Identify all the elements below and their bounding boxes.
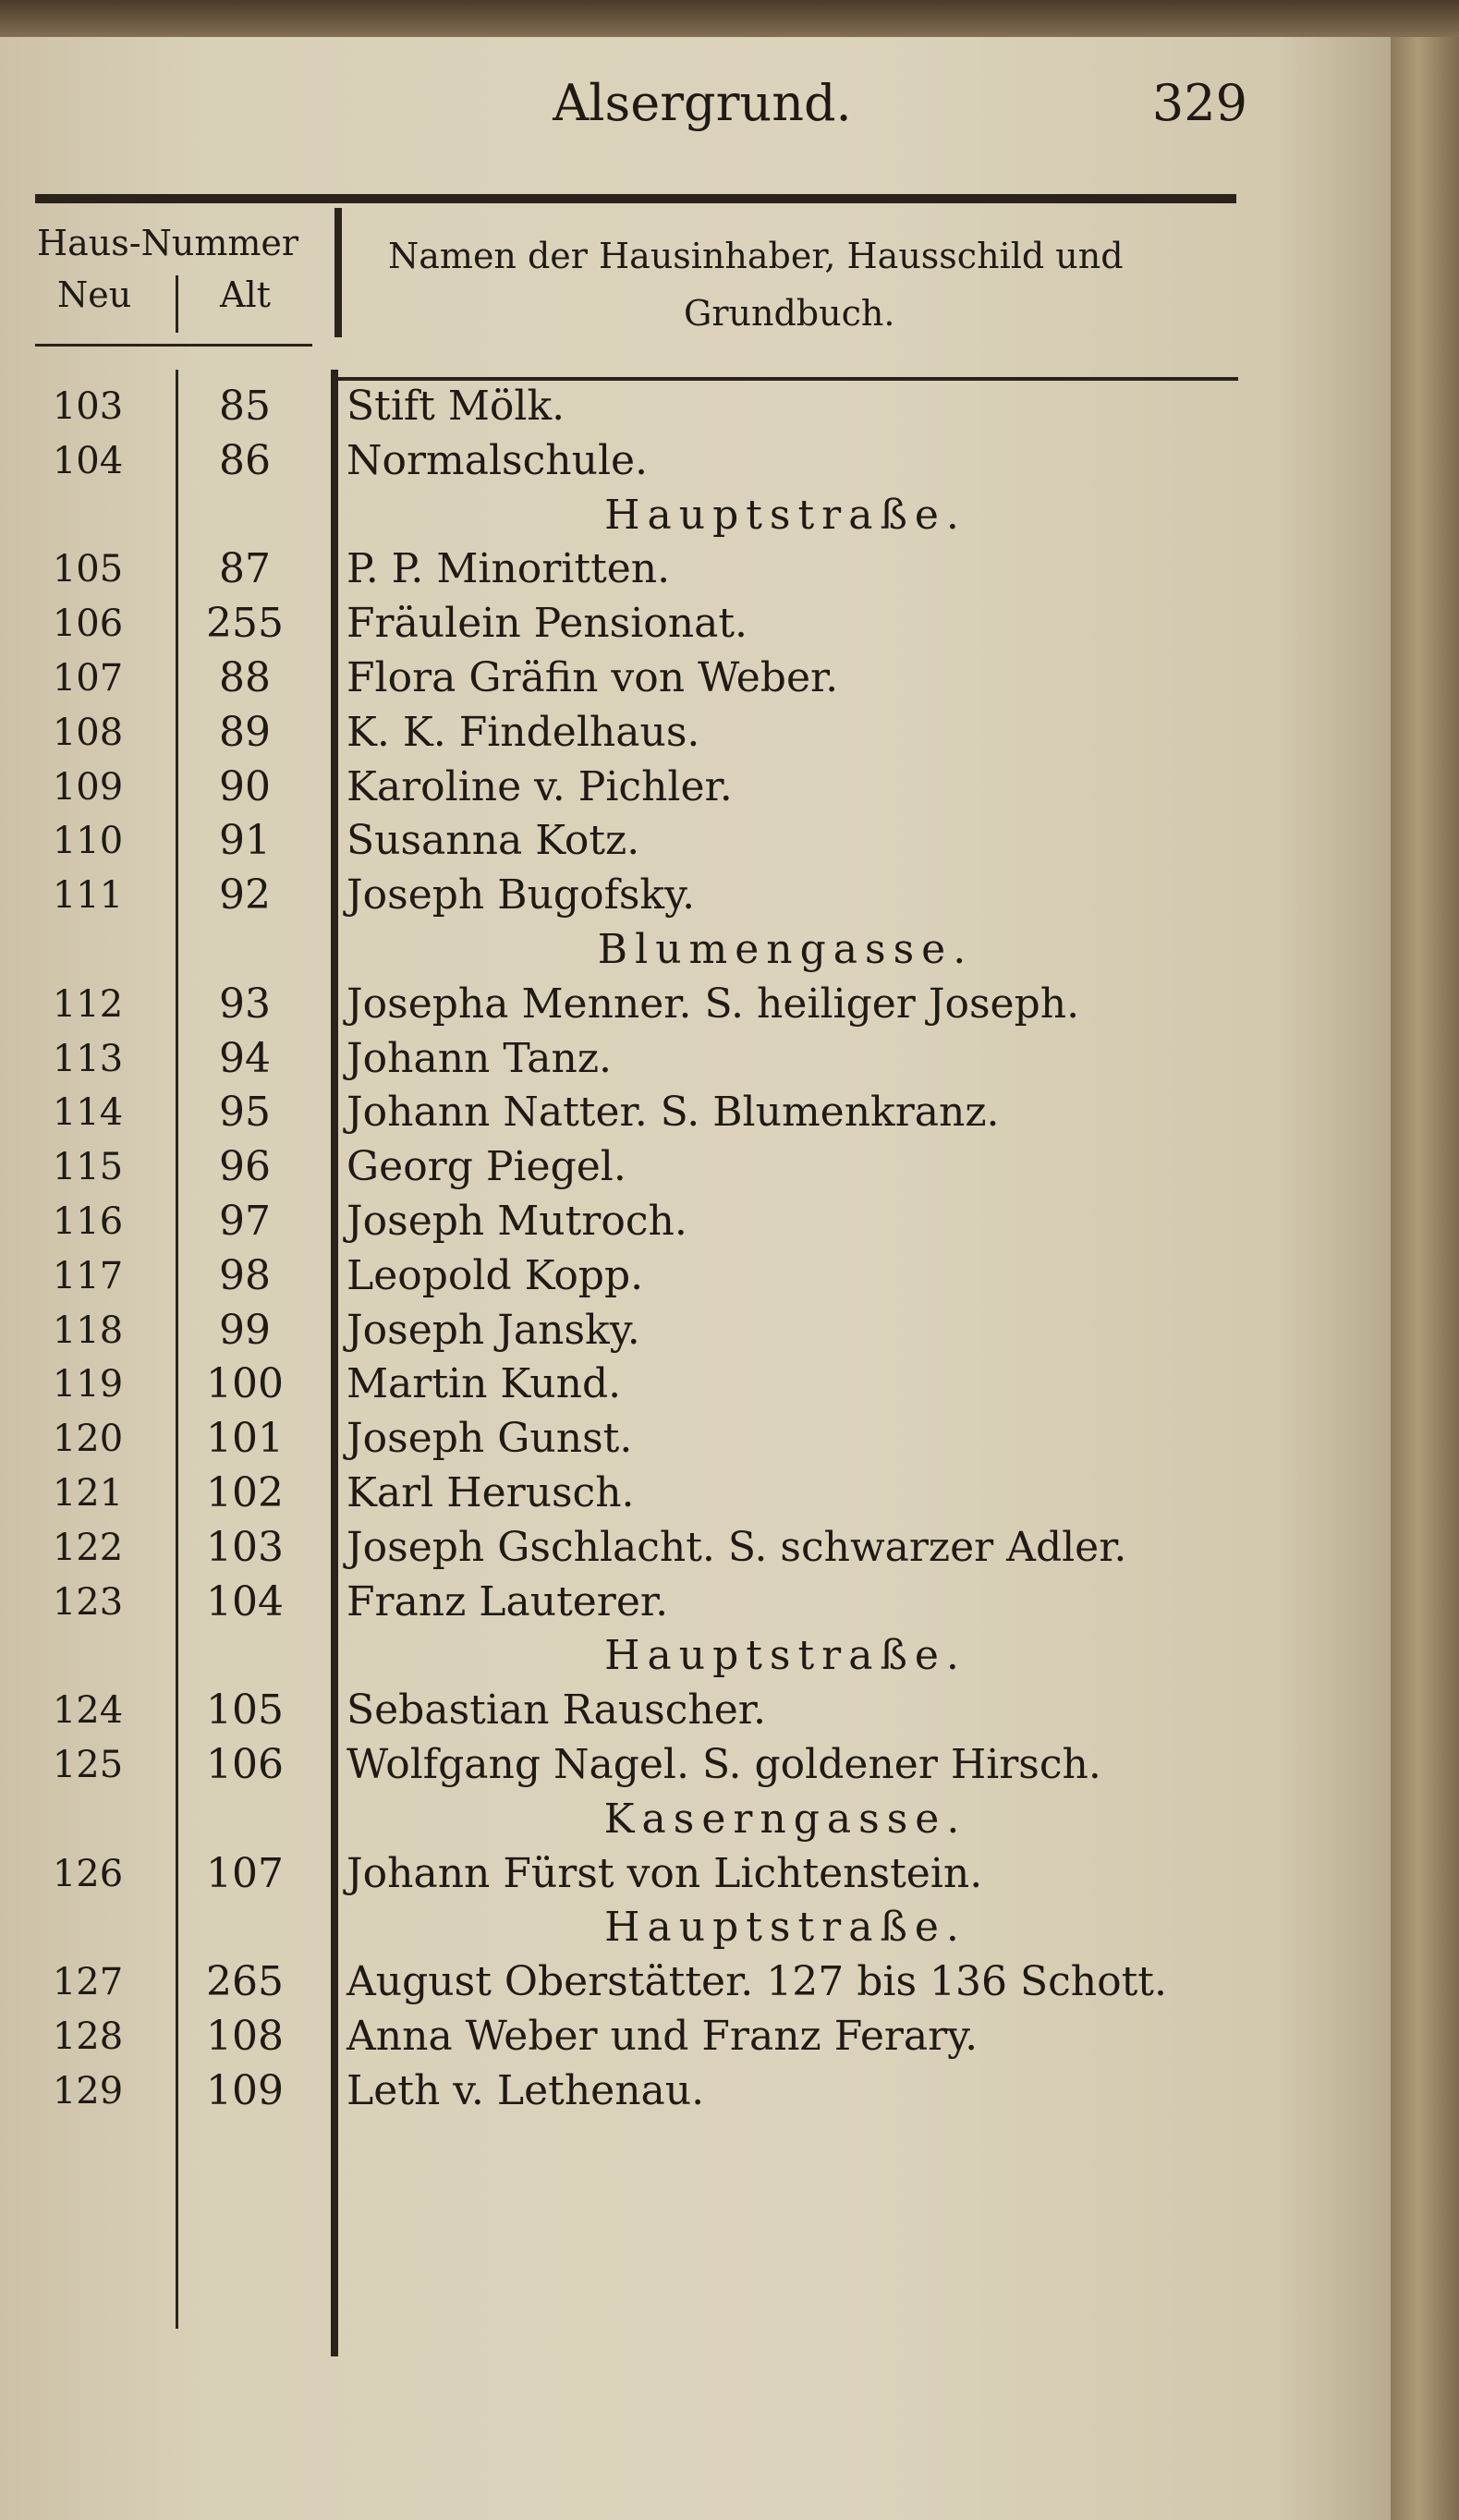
house-number-new: 119 xyxy=(52,1363,124,1406)
table-row xyxy=(0,433,1391,489)
house-number-new: 120 xyxy=(52,1418,124,1461)
house-number-old: 93 xyxy=(219,980,271,1028)
street-heading-row xyxy=(0,488,1391,543)
house-number-new: 129 xyxy=(52,2069,124,2112)
owner-name: Karoline v. Pichler. xyxy=(347,762,733,810)
owner-name: Stift Mölk. xyxy=(347,383,565,430)
table-row xyxy=(0,1954,1391,2010)
page-number: 329 xyxy=(1151,74,1247,132)
house-number-old: 255 xyxy=(206,600,284,648)
book-page-edge xyxy=(1391,37,1459,2520)
street-heading-row xyxy=(0,1628,1391,1684)
owner-name: Karl Herusch. xyxy=(347,1469,635,1516)
house-number-new: 125 xyxy=(52,1744,124,1786)
house-number-new: 108 xyxy=(52,711,124,754)
house-number-old: 85 xyxy=(219,383,271,430)
house-number-new: 104 xyxy=(52,439,124,482)
house-number-new: 114 xyxy=(52,1091,124,1135)
street-heading-row xyxy=(0,1792,1391,1847)
house-number-new: 115 xyxy=(52,1146,124,1189)
owner-name: Flora Gräfin von Weber. xyxy=(347,654,839,701)
house-number-old: 104 xyxy=(206,1577,284,1625)
house-number-new: 106 xyxy=(52,603,124,646)
owner-name: Johann Fürst von Lichtenstein. xyxy=(347,1849,983,1897)
table-row xyxy=(0,977,1391,1032)
column-header-names: Namen der Hausinhaber, Hausschild und xyxy=(388,236,1124,276)
owner-name: K. K. Findelhaus. xyxy=(347,708,700,756)
street-heading: Hauptstraße. xyxy=(604,491,967,539)
house-number-old: 105 xyxy=(206,1686,284,1735)
owner-name: Normalschule. xyxy=(347,436,649,484)
table-row xyxy=(0,1031,1391,1087)
house-number-old: 106 xyxy=(206,1741,284,1788)
table-row xyxy=(0,596,1391,651)
house-number-new: 121 xyxy=(52,1472,124,1515)
table-row xyxy=(0,1248,1391,1304)
house-number-new: 110 xyxy=(52,820,124,863)
owner-name: Sebastian Rauscher. xyxy=(347,1686,766,1735)
owner-name: Johann Tanz. xyxy=(347,1034,613,1082)
owner-name: Georg Piegel. xyxy=(347,1143,626,1191)
owner-name: Johann Natter. S. Blumenkranz. xyxy=(347,1089,1000,1137)
house-number-new: 122 xyxy=(52,1526,124,1569)
house-number-old: 90 xyxy=(219,762,271,810)
house-number-old: 94 xyxy=(219,1034,271,1082)
table-row xyxy=(0,760,1391,815)
house-number-new: 113 xyxy=(52,1037,124,1080)
owner-name: Wolfgang Nagel. S. goldener Hirsch. xyxy=(347,1741,1101,1788)
owner-name: Josepha Menner. S. heiliger Joseph. xyxy=(347,980,1080,1028)
page-title: Alsergrund. xyxy=(553,74,852,132)
house-number-new: 128 xyxy=(52,2015,124,2058)
table-row xyxy=(0,1303,1391,1358)
house-number-old: 107 xyxy=(206,1849,284,1897)
house-number-new: 127 xyxy=(52,1961,124,2004)
table-row xyxy=(0,1520,1391,1576)
owner-name: Joseph Gunst. xyxy=(347,1415,633,1463)
table-row xyxy=(0,651,1391,706)
table-row xyxy=(0,1411,1391,1467)
house-number-old: 91 xyxy=(219,817,271,865)
table-row xyxy=(0,868,1391,923)
house-number-new: 112 xyxy=(52,982,124,1026)
header-divider-neu-alt xyxy=(176,275,178,333)
house-number-old: 99 xyxy=(219,1306,271,1354)
table-row xyxy=(0,1683,1391,1738)
house-number-old: 88 xyxy=(219,654,271,701)
column-header-neu: Neu xyxy=(57,274,132,315)
table-row xyxy=(0,1737,1391,1793)
table-row xyxy=(0,705,1391,761)
house-number-old: 87 xyxy=(219,545,271,593)
house-number-new: 118 xyxy=(52,1309,124,1352)
owner-name: Anna Weber und Franz Ferary. xyxy=(347,2013,979,2060)
house-number-new: 124 xyxy=(52,1689,124,1733)
house-number-old: 101 xyxy=(206,1415,284,1463)
table-row xyxy=(0,1085,1391,1140)
house-number-new: 103 xyxy=(52,385,124,428)
street-heading: Kaserngasse. xyxy=(603,1795,967,1843)
house-number-old: 96 xyxy=(219,1143,271,1191)
house-number-old: 97 xyxy=(219,1198,271,1245)
house-number-old: 100 xyxy=(206,1360,284,1408)
house-number-new: 105 xyxy=(52,548,124,591)
table-row xyxy=(0,1846,1391,1902)
owner-name: Franz Lauterer. xyxy=(347,1577,669,1625)
table-row xyxy=(0,379,1391,434)
owner-name: August Oberstätter. 127 bis 136 Schott. xyxy=(347,1958,1167,2006)
owner-name: Martin Kund. xyxy=(347,1360,622,1408)
house-number-new: 111 xyxy=(52,874,124,918)
table-row xyxy=(0,1466,1391,1521)
subheader-rule-left xyxy=(35,344,312,347)
table-row xyxy=(0,2009,1391,2064)
table-row xyxy=(0,2063,1391,2119)
house-number-old: 265 xyxy=(206,1958,284,2006)
house-number-old: 89 xyxy=(219,708,271,756)
house-number-new: 107 xyxy=(52,657,124,700)
house-number-old: 98 xyxy=(219,1251,271,1299)
column-header-haus-nummer: Haus-Nummer xyxy=(37,223,299,263)
street-heading: Blumengasse. xyxy=(597,926,974,973)
owner-name: Susanna Kotz. xyxy=(347,817,640,865)
house-number-old: 92 xyxy=(219,871,271,919)
street-heading: Hauptstraße. xyxy=(604,1904,967,1952)
house-number-new: 116 xyxy=(52,1200,124,1243)
house-number-old: 109 xyxy=(206,2066,284,2114)
book-top-edge xyxy=(0,0,1459,42)
owner-name: Joseph Jansky. xyxy=(347,1306,640,1354)
house-number-old: 103 xyxy=(206,1523,284,1571)
column-header-alt: Alt xyxy=(220,274,271,315)
table-row xyxy=(0,813,1391,869)
owner-name: Joseph Gschlacht. S. schwarzer Adler. xyxy=(347,1523,1127,1571)
table-row xyxy=(0,1575,1391,1630)
table-row xyxy=(0,1139,1391,1195)
house-number-new: 123 xyxy=(52,1580,124,1624)
house-number-new: 109 xyxy=(52,765,124,809)
owner-name: Fräulein Pensionat. xyxy=(347,600,748,648)
house-number-old: 102 xyxy=(206,1469,284,1516)
house-number-new: 126 xyxy=(52,1852,124,1895)
street-heading-row xyxy=(0,1900,1391,1955)
house-number-old: 95 xyxy=(219,1089,271,1137)
table-row xyxy=(0,542,1391,597)
house-number-new: 117 xyxy=(52,1254,124,1297)
table-row xyxy=(0,1357,1391,1412)
owner-name: Leth v. Lethenau. xyxy=(347,2066,705,2114)
house-number-old: 108 xyxy=(206,2013,284,2060)
owner-name: Joseph Mutroch. xyxy=(347,1198,687,1245)
header-rule xyxy=(35,194,1236,203)
street-heading: Hauptstraße. xyxy=(604,1632,967,1680)
owner-name: Leopold Kopp. xyxy=(347,1251,644,1299)
header-divider-names xyxy=(334,208,342,337)
owner-name: Joseph Bugofsky. xyxy=(347,871,696,919)
house-number-old: 86 xyxy=(219,436,271,484)
table-row xyxy=(0,1194,1391,1249)
column-header-names-line2: Grundbuch. xyxy=(684,293,895,334)
owner-name: P. P. Minoritten. xyxy=(347,545,671,593)
street-heading-row xyxy=(0,922,1391,978)
